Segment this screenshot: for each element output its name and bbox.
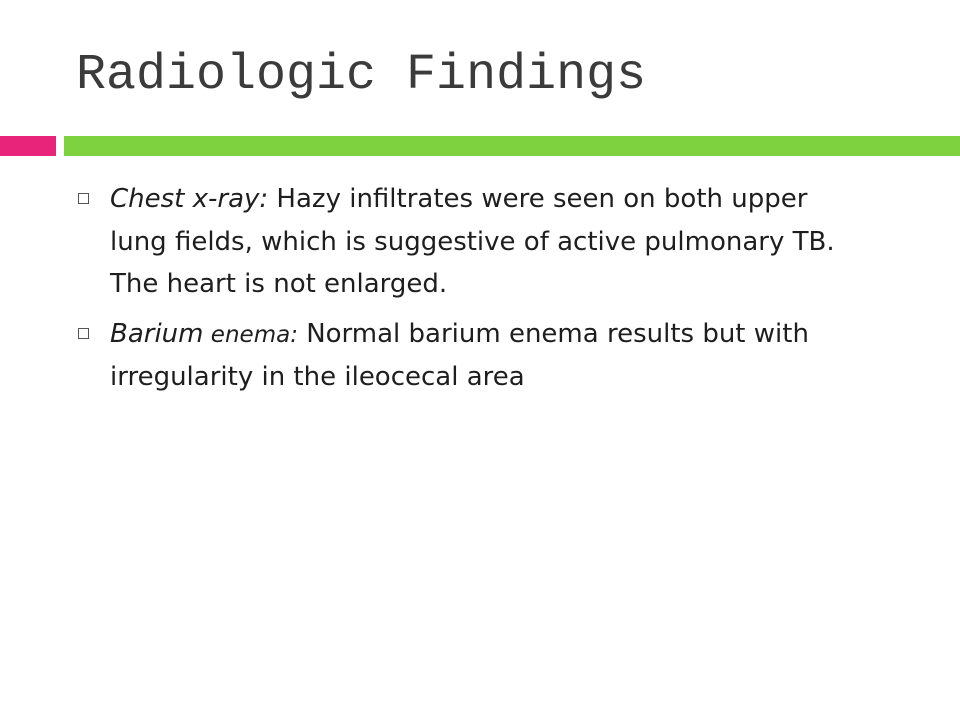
bullet-label: Chest x-ray: bbox=[110, 184, 269, 214]
bullet-label: Barium bbox=[110, 319, 204, 349]
bullet-label-suffix: enema: bbox=[203, 322, 298, 348]
accent-bar-pink bbox=[0, 136, 56, 156]
square-bullet-icon bbox=[78, 328, 89, 339]
slide-title: Radiologic Findings bbox=[76, 47, 647, 104]
bullet-text: Hazy infiltrates were seen on both upper lung fields, which is suggestive of active pulmonary TB. The heart is not enlarged. bbox=[110, 184, 835, 299]
square-bullet-icon bbox=[78, 193, 89, 204]
bullet-item-chest-xray bbox=[76, 178, 846, 305]
bullet-item-barium-enema bbox=[76, 313, 846, 398]
accent-bar-green bbox=[64, 136, 960, 156]
bullet-list bbox=[76, 178, 846, 406]
bullet-text: Normal barium enema results but with irregularity in the ileocecal area bbox=[110, 319, 809, 392]
